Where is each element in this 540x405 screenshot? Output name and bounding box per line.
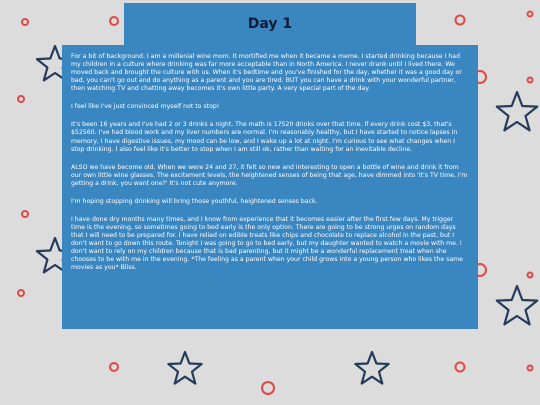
ring-icon	[18, 96, 24, 102]
ring-icon	[110, 17, 118, 25]
ring-icon	[110, 363, 118, 371]
ring-icon	[528, 12, 533, 17]
title-banner	[124, 3, 416, 45]
ring-icon	[262, 382, 274, 394]
star-outline-icon	[497, 92, 537, 130]
page-title: Day 1	[247, 16, 293, 32]
entry-paragraph: ALSO we have become old. When we were 24 and 27, it felt so new and interesting to open a bottle of wine and drink it from our own little wine glasses. The excitement levels, the heightened senses of being that age, have dimmed into 'It's TV time, I'm getting a drink, you want one?' It's not cute anymore.	[71, 163, 468, 187]
ring-icon	[528, 78, 533, 83]
entry-paragraph: I have done dry months many times, and I know from experience that it becomes easier after the first few days. My trigger time is the evening, so sometimes going to bed early is the only option. There are going to be strong urges on random days that I will need to be prepared for. I have relied on edible treats like chips and chocolate to replace alcohol in the past, but I don't want to go down this route. Tonight I was going to go to bed early, but my daughter wanted to watch a movie with me. I don't want to rely on my children because that is bad parenting, but it might be a wonderful replacement treat when she chooses to be with me in the evening. *The feeling as a parent when your child grows into a young person who likes the same movies as you* Bliss.	[71, 215, 463, 272]
ring-icon	[18, 290, 24, 296]
entry-paragraph: I'm hoping stopping drinking will bring those youthful, heightened senses back.	[71, 197, 318, 205]
ring-icon	[456, 363, 465, 372]
star-outline-icon	[168, 352, 201, 384]
star-outline-icon	[355, 352, 388, 384]
ring-icon	[22, 211, 28, 217]
star-outline-icon	[497, 286, 537, 324]
ring-icon	[456, 16, 465, 25]
ring-icon	[528, 273, 533, 278]
ring-icon	[528, 366, 533, 371]
entry-paragraph: It's been 16 years and I've had 2 or 3 drinks a night. The math is 17520 drinks over that time. If every drink cost $3, that's $52560. I've had blood work and my liver numbers are normal. I'm reasonably healthy, but I have started to notice lapses in memory, I have digestive issues, my mood can be low, and I wake up a lot at night. I'm curious to see what changes when I stop drinking. I also feel like it's better to stop when I am still ok, rather than waiting for an inevitable decline.	[71, 121, 458, 153]
ring-icon	[22, 19, 28, 25]
entry-paragraph: I feel like I've just convinced myself not to stop!	[71, 103, 220, 111]
journal-entry	[62, 45, 478, 329]
entry-paragraph: For a bit of background. I am a millenial wine mom. It mortified me when it became a meme. I started drinking because I had my children in a culture where drinking was far more acceptable than in North America. I never drank until I lived there. We moved back and brought the culture with us. When it's bedtime and you've finished for the day, whether it was a good day or bad, you can't go out and do anything as a parent and you are tired. BUT you can have a drink with your wonderful partner, then watching TV and chatting away becomes it's own little party. A very special part of the day.	[71, 53, 462, 93]
